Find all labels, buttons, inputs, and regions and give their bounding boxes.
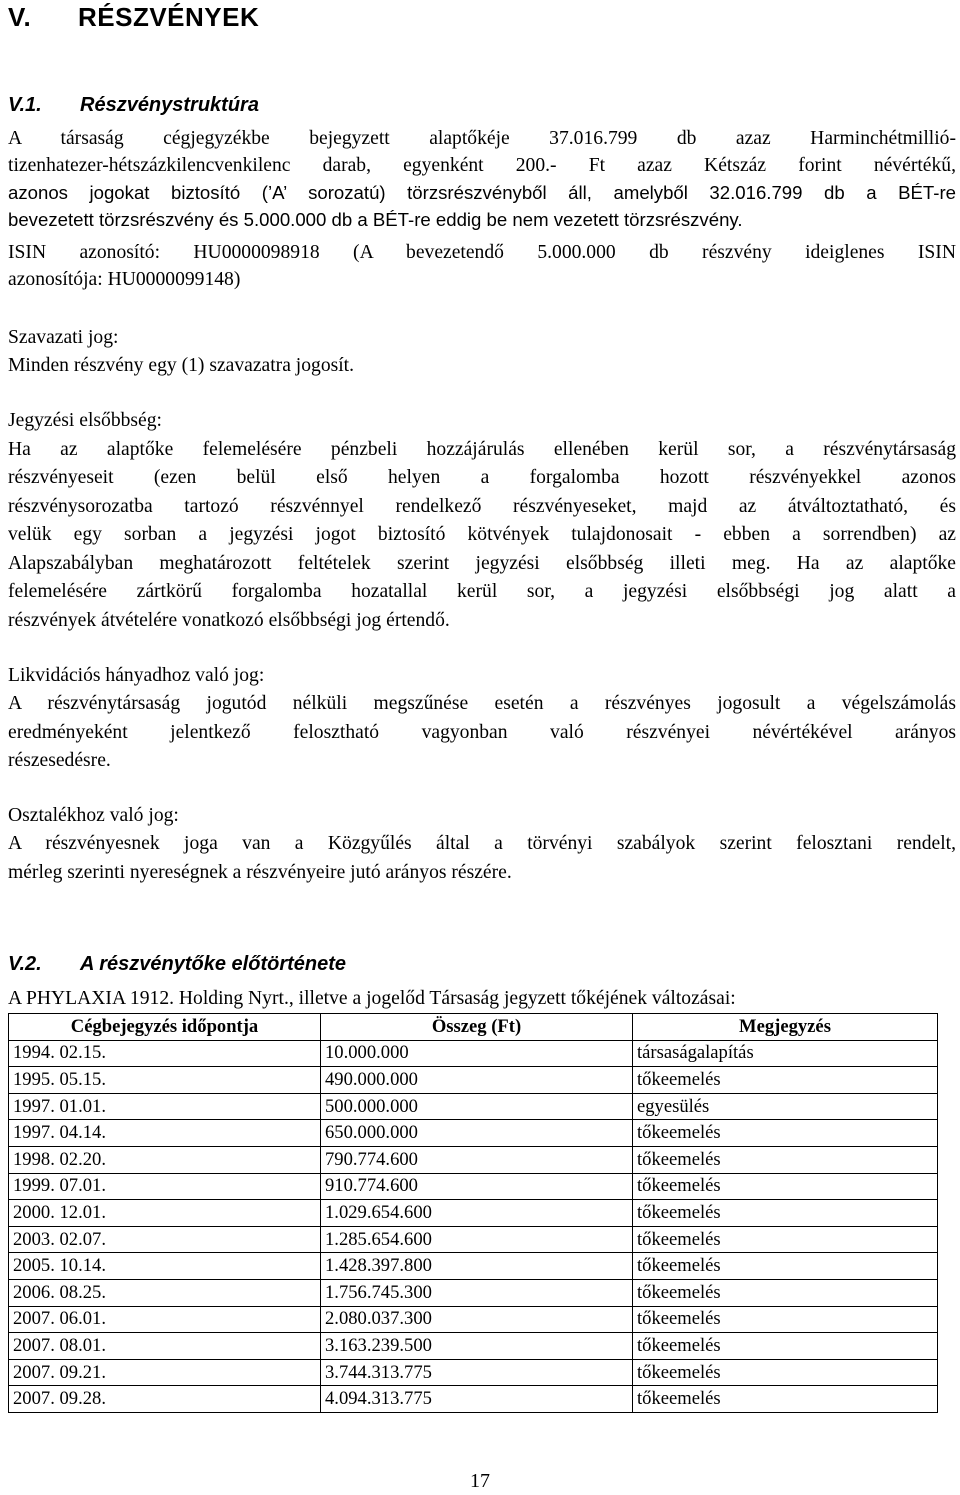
cell-date: 1994. 02.15. [9,1040,321,1067]
cell-note: tőkeemelés [633,1120,938,1147]
cell-date: 2006. 08.25. [9,1279,321,1306]
cell-date: 2007. 08.01. [9,1333,321,1360]
para1-line: ISIN azonosító: HU0000098918 (A bevezetendő 5.000.000 db részvény ideiglenes ISIN [8,242,956,263]
cell-amount: 4.094.313.775 [321,1386,633,1413]
cell-amount: 910.774.600 [321,1173,633,1200]
cell-date: 1998. 02.20. [9,1146,321,1173]
table-row [9,1173,938,1200]
dividend-line: mérleg szerinti nyereségnek a részvényeire jutó arányos részére. [8,862,512,883]
cell-note: tőkeemelés [633,1333,938,1360]
cell-date: 1995. 05.15. [9,1067,321,1094]
capital-history-table [8,1013,938,1413]
subscription-line: részvényeseit (ezen belül első helyen a forgalomba hozott részvényekkel azonos [8,467,956,488]
subscription-heading: Jegyzési elsőbbség: [8,410,162,431]
cell-note: egyesülés [633,1093,938,1120]
voting-heading: Szavazati jog: [8,327,119,348]
table-intro: A PHYLAXIA 1912. Holding Nyrt., illetve a jogelőd Társaság jegyzett tőkéjének változásai: [8,988,736,1009]
table-row [9,1146,938,1173]
table-row [9,1306,938,1333]
section-heading-1 [8,94,259,117]
chapter-number: V. [8,2,32,32]
chapter-title: RÉSZVÉNYEK [78,2,260,32]
cell-date: 1999. 07.01. [9,1173,321,1200]
table-row [9,1279,938,1306]
cell-note: tőkeemelés [633,1306,938,1333]
page-number: 17 [470,1470,490,1492]
cell-note: tőkeemelés [633,1279,938,1306]
table-row [9,1200,938,1227]
liquidation-line: eredményeként jelentkező felosztható vagyonban való részvényei névértékével arányos [8,722,956,743]
table-row [9,1040,938,1067]
section-number-2: V.2. [8,953,42,975]
cell-note: tőkeemelés [633,1386,938,1413]
table-row [9,1226,938,1253]
liquidation-line: A részvénytársaság jogutód nélküli megszűnése esetén a részvényes jogosult a végelszámolás [8,693,956,714]
table-row [9,1386,938,1413]
cell-note: társaságalapítás [633,1040,938,1067]
cell-amount: 500.000.000 [321,1093,633,1120]
cell-amount: 790.774.600 [321,1146,633,1173]
section-title-2: A részvénytőke előtörténete [80,953,347,975]
cell-date: 2007. 06.01. [9,1306,321,1333]
cell-date: 2005. 10.14. [9,1253,321,1280]
cell-note: tőkeemelés [633,1200,938,1227]
cell-note: tőkeemelés [633,1359,938,1386]
section-title-1: Részvénystruktúra [80,94,259,116]
section-number-1: V.1. [8,94,42,116]
table-row [9,1333,938,1360]
table-row [9,1120,938,1147]
cell-note: tőkeemelés [633,1226,938,1253]
cell-amount: 1.285.654.600 [321,1226,633,1253]
table-row [9,1253,938,1280]
column-header-note: Megjegyzés [633,1014,938,1041]
subscription-line: részvénysorozatba tartozó részvénnyel rendelkező részvényeseket, majd az átváltoztatható, és [8,496,956,517]
table-body [9,1040,938,1412]
chapter-heading [8,2,259,33]
cell-date: 1997. 01.01. [9,1093,321,1120]
column-header-amount: Összeg (Ft) [321,1014,633,1041]
cell-amount: 1.756.745.300 [321,1279,633,1306]
voting-text: Minden részvény egy (1) szavazatra jogosít. [8,355,355,376]
subscription-line: Alapszabályban meghatározott feltételek szerint jegyzési elsőbbség illeti meg. Ha az alaptőke [8,553,956,574]
para1-line: tizenhatezer-hétszázkilencvenkilenc darab, egyenként 200.- Ft azaz Kétszáz forint névértékű, [8,155,956,176]
subscription-line: felemelésére zártkörű forgalomba hozatallal kerül sor, a jegyzési elsőbbségi jog alatt a [8,581,956,602]
section-heading-2 [8,953,346,976]
para1-line: azonos jogokat biztosító (’A’ sorozatú) törzsrészvényből áll, amelyből 32.016.799 db a BÉT-re [8,182,956,203]
dividend-line: A részvényesnek joga van a Közgyűlés által a törvényi szabályok szerint felosztani rendelt, [8,833,956,854]
cell-date: 1997. 04.14. [9,1120,321,1147]
cell-date: 2000. 12.01. [9,1200,321,1227]
subscription-line: Ha az alaptőke felemelésére pénzbeli hozzájárulás ellenében kerül sor, a részvénytársaság [8,439,956,460]
cell-amount: 490.000.000 [321,1067,633,1094]
subscription-line: részvények átvételére vonatkozó elsőbbségi jog értendő. [8,610,450,631]
cell-amount: 1.428.397.800 [321,1253,633,1280]
table-row [9,1067,938,1094]
para1-line: bevezetett törzsrészvény és 5.000.000 db a BÉT-re eddig be nem vezetett törzsrészvény. [8,209,743,230]
subscription-line: velük egy sorban a jegyzési jogot biztosító kötvények tulajdonosait - ebben a sorrendben) az [8,524,956,545]
table-header-row [9,1014,938,1041]
liquidation-line: részesedésre. [8,750,111,771]
table-row [9,1359,938,1386]
column-header-date: Cégbejegyzés időpontja [9,1014,321,1041]
cell-date: 2007. 09.21. [9,1359,321,1386]
cell-note: tőkeemelés [633,1146,938,1173]
para1-line: azonosítója: HU0000099148) [8,269,241,290]
cell-amount: 2.080.037.300 [321,1306,633,1333]
cell-note: tőkeemelés [633,1253,938,1280]
cell-amount: 1.029.654.600 [321,1200,633,1227]
cell-amount: 3.163.239.500 [321,1333,633,1360]
cell-date: 2003. 02.07. [9,1226,321,1253]
liquidation-heading: Likvidációs hányadhoz való jog: [8,665,265,686]
cell-amount: 3.744.313.775 [321,1359,633,1386]
cell-amount: 10.000.000 [321,1040,633,1067]
cell-note: tőkeemelés [633,1067,938,1094]
cell-date: 2007. 09.28. [9,1386,321,1413]
para1-line: A társaság cégjegyzékbe bejegyzett alaptőkéje 37.016.799 db azaz Harminchétmillió- [8,128,956,149]
cell-amount: 650.000.000 [321,1120,633,1147]
table-row [9,1093,938,1120]
dividend-heading: Osztalékhoz való jog: [8,805,179,826]
cell-note: tőkeemelés [633,1173,938,1200]
